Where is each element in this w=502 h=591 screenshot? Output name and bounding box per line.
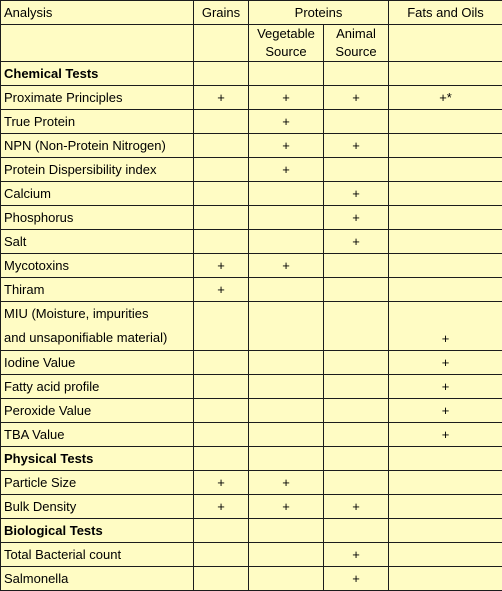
cell-animal xyxy=(324,399,389,423)
row-label: NPN (Non-Protein Nitrogen) xyxy=(1,134,194,158)
section-row-chemical xyxy=(1,62,502,86)
subheader-empty-analysis xyxy=(1,25,194,62)
row-label: Peroxide Value xyxy=(1,399,194,423)
cell-grains xyxy=(194,543,249,567)
section-physical-tests: Physical Tests xyxy=(1,447,194,471)
row-label: Salt xyxy=(1,230,194,254)
empty-cell xyxy=(324,519,389,543)
cell-grains: + xyxy=(194,278,249,302)
cell-animal xyxy=(324,254,389,278)
table-row xyxy=(1,423,502,447)
table-row xyxy=(1,302,502,351)
empty-cell xyxy=(249,447,324,471)
cell-grains xyxy=(194,351,249,375)
table-row xyxy=(1,230,502,254)
row-label: Proximate Principles xyxy=(1,86,194,110)
vegetable-line2: Source xyxy=(252,43,320,61)
cell-vegetable xyxy=(249,567,324,591)
cell-fats xyxy=(389,254,502,278)
table-row xyxy=(1,278,502,302)
cell-animal xyxy=(324,158,389,182)
cell-fats xyxy=(389,471,502,495)
cell-fats: + xyxy=(389,375,502,399)
cell-animal xyxy=(324,302,389,351)
subheader-row xyxy=(1,25,502,62)
vegetable-line1: Vegetable xyxy=(252,25,320,43)
cell-animal xyxy=(324,423,389,447)
row-label: Calcium xyxy=(1,182,194,206)
subheader-empty-fats xyxy=(389,25,502,62)
empty-cell xyxy=(389,447,502,471)
cell-grains xyxy=(194,206,249,230)
cell-grains xyxy=(194,567,249,591)
subheader-animal-source xyxy=(324,25,389,62)
cell-grains xyxy=(194,423,249,447)
cell-grains xyxy=(194,158,249,182)
header-analysis: Analysis xyxy=(1,1,194,25)
cell-fats xyxy=(389,134,502,158)
cell-animal: + xyxy=(324,567,389,591)
empty-cell xyxy=(389,62,502,86)
empty-cell xyxy=(194,447,249,471)
cell-fats xyxy=(389,278,502,302)
animal-line2: Source xyxy=(327,43,385,61)
cell-vegetable xyxy=(249,375,324,399)
section-row-physical xyxy=(1,447,502,471)
cell-fats xyxy=(389,182,502,206)
cell-grains xyxy=(194,110,249,134)
cell-fats xyxy=(389,543,502,567)
cell-animal xyxy=(324,375,389,399)
cell-animal: + xyxy=(324,543,389,567)
cell-vegetable: + xyxy=(249,134,324,158)
table-row xyxy=(1,158,502,182)
cell-grains xyxy=(194,134,249,158)
header-row xyxy=(1,1,502,25)
section-row-biological xyxy=(1,519,502,543)
cell-fats xyxy=(389,110,502,134)
row-label: Total Bacterial count xyxy=(1,543,194,567)
animal-line1: Animal xyxy=(327,25,385,43)
cell-grains: + xyxy=(194,471,249,495)
cell-vegetable: + xyxy=(249,495,324,519)
cell-vegetable xyxy=(249,230,324,254)
row-label: TBA Value xyxy=(1,423,194,447)
empty-cell xyxy=(249,62,324,86)
empty-cell xyxy=(194,62,249,86)
empty-cell xyxy=(249,519,324,543)
cell-vegetable xyxy=(249,423,324,447)
cell-grains xyxy=(194,399,249,423)
section-biological-tests: Biological Tests xyxy=(1,519,194,543)
cell-vegetable: + xyxy=(249,110,324,134)
table-row xyxy=(1,182,502,206)
cell-animal: + xyxy=(324,134,389,158)
row-label: Particle Size xyxy=(1,471,194,495)
cell-fats xyxy=(389,230,502,254)
cell-animal: + xyxy=(324,206,389,230)
row-label-two-line xyxy=(1,302,194,351)
empty-cell xyxy=(324,447,389,471)
row-label: Fatty acid profile xyxy=(1,375,194,399)
section-chemical-tests: Chemical Tests xyxy=(1,62,194,86)
cell-vegetable: + xyxy=(249,471,324,495)
table-row xyxy=(1,351,502,375)
header-grains: Grains xyxy=(194,1,249,25)
cell-vegetable xyxy=(249,543,324,567)
table-row xyxy=(1,254,502,278)
cell-animal: + xyxy=(324,230,389,254)
table-row xyxy=(1,543,502,567)
cell-vegetable: + xyxy=(249,158,324,182)
table-row xyxy=(1,495,502,519)
cell-grains: + xyxy=(194,86,249,110)
cell-vegetable xyxy=(249,351,324,375)
cell-fats xyxy=(389,495,502,519)
cell-animal xyxy=(324,351,389,375)
cell-fats: +* xyxy=(389,86,502,110)
table-row xyxy=(1,206,502,230)
row-label: Phosphorus xyxy=(1,206,194,230)
cell-fats xyxy=(389,158,502,182)
table-row xyxy=(1,567,502,591)
cell-vegetable xyxy=(249,399,324,423)
cell-animal xyxy=(324,471,389,495)
table-row xyxy=(1,399,502,423)
cell-animal: + xyxy=(324,495,389,519)
table-row xyxy=(1,134,502,158)
cell-vegetable xyxy=(249,302,324,351)
row-label-line1: MIU (Moisture, impurities xyxy=(4,302,190,326)
cell-vegetable xyxy=(249,206,324,230)
row-label: Mycotoxins xyxy=(1,254,194,278)
row-label: Protein Dispersibility index xyxy=(1,158,194,182)
table-row xyxy=(1,471,502,495)
cell-animal: + xyxy=(324,182,389,206)
header-proteins: Proteins xyxy=(249,1,389,25)
cell-animal xyxy=(324,278,389,302)
cell-animal: + xyxy=(324,86,389,110)
cell-fats: + xyxy=(389,302,502,351)
row-label: Iodine Value xyxy=(1,351,194,375)
cell-fats: + xyxy=(389,423,502,447)
cell-vegetable: + xyxy=(249,86,324,110)
row-label: True Protein xyxy=(1,110,194,134)
cell-vegetable: + xyxy=(249,254,324,278)
empty-cell xyxy=(194,519,249,543)
cell-grains xyxy=(194,230,249,254)
cell-grains xyxy=(194,182,249,206)
empty-cell xyxy=(389,519,502,543)
table-row xyxy=(1,375,502,399)
header-fats-oils: Fats and Oils xyxy=(389,1,502,25)
cell-fats xyxy=(389,567,502,591)
cell-grains xyxy=(194,302,249,351)
table-row xyxy=(1,86,502,110)
subheader-vegetable-source xyxy=(249,25,324,62)
row-label-line2: and unsaponifiable material) xyxy=(4,326,190,350)
cell-vegetable xyxy=(249,278,324,302)
cell-grains xyxy=(194,375,249,399)
cell-fats xyxy=(389,206,502,230)
row-label: Thiram xyxy=(1,278,194,302)
row-label: Bulk Density xyxy=(1,495,194,519)
table-row xyxy=(1,110,502,134)
cell-animal xyxy=(324,110,389,134)
cell-vegetable xyxy=(249,182,324,206)
cell-grains: + xyxy=(194,254,249,278)
cell-fats: + xyxy=(389,399,502,423)
subheader-empty-grains xyxy=(194,25,249,62)
cell-fats: + xyxy=(389,351,502,375)
empty-cell xyxy=(324,62,389,86)
row-label: Salmonella xyxy=(1,567,194,591)
cell-grains: + xyxy=(194,495,249,519)
